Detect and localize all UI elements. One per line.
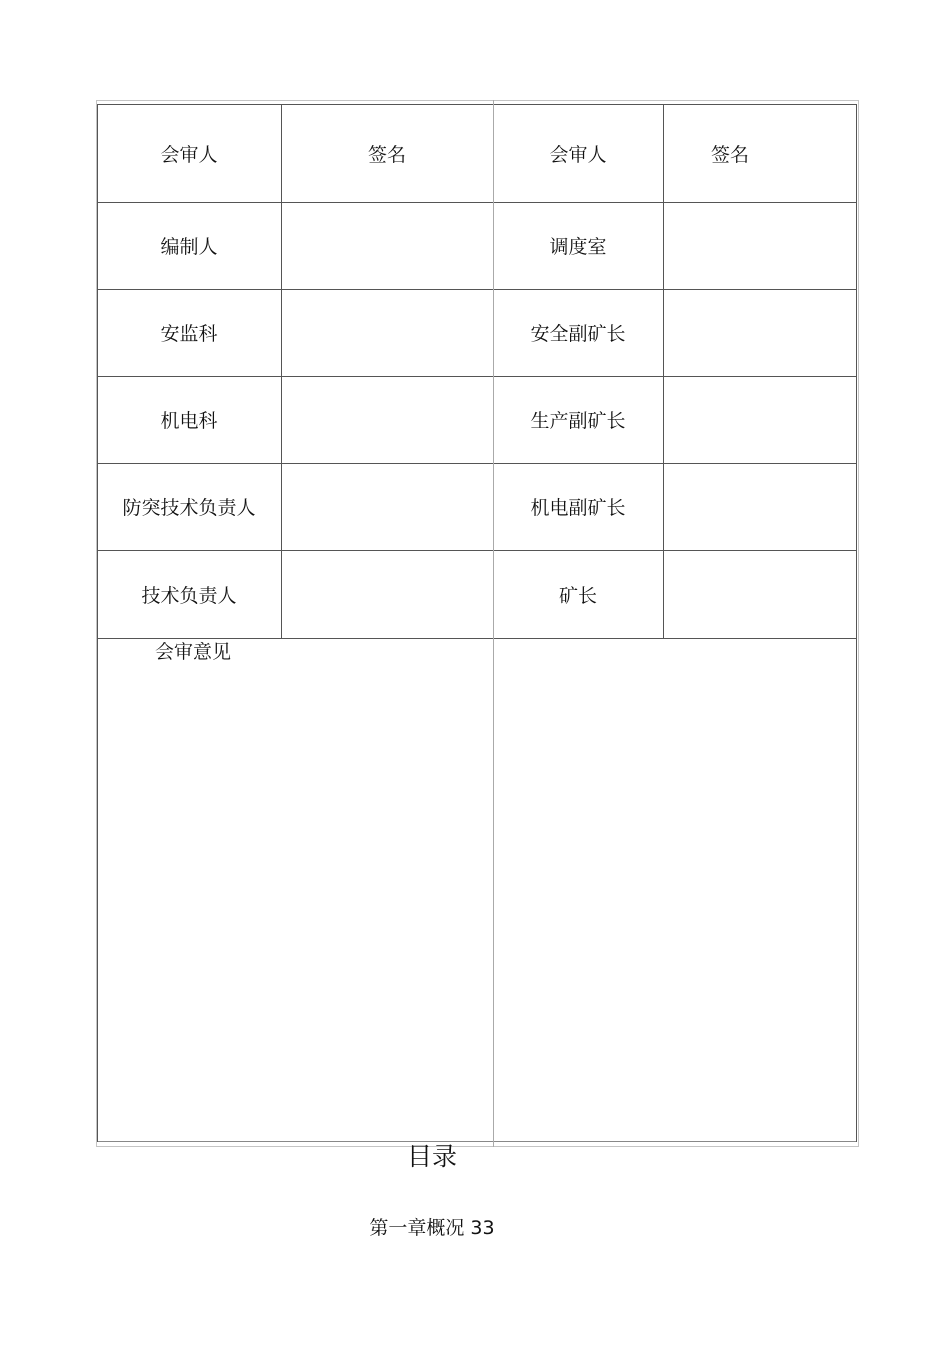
left-reviewer-role: 机电科 — [160, 410, 218, 432]
grid-line — [281, 104, 282, 638]
right-reviewer-role: 调度室 — [549, 236, 607, 258]
right-reviewer-role: 机电副矿长 — [530, 497, 626, 519]
grid-line — [97, 104, 857, 105]
grid-line — [97, 1141, 857, 1142]
grid-line — [97, 289, 857, 290]
right-reviewer-role: 安全副矿长 — [530, 323, 626, 345]
grid-line — [97, 104, 98, 1142]
toc-title: 目录 — [406, 1142, 458, 1171]
toc-entry: 第一章概况 33 — [369, 1217, 495, 1239]
grid-line — [493, 100, 494, 1147]
left-reviewer-role: 编制人 — [160, 236, 218, 258]
left-reviewer-role: 防突技术负责人 — [122, 497, 256, 519]
grid-line — [97, 638, 857, 639]
right-reviewer-role: 矿长 — [558, 585, 598, 607]
left-signature-header: 签名 — [367, 144, 407, 166]
grid-line — [856, 104, 857, 1142]
grid-line — [97, 202, 857, 203]
review-opinion-label: 会审意见 — [155, 641, 232, 663]
right-signature-header: 签名 — [710, 144, 750, 166]
grid-line — [97, 463, 857, 464]
left-reviewer-role: 技术负责人 — [141, 585, 237, 607]
grid-line — [663, 104, 664, 638]
grid-line — [97, 550, 857, 551]
left-reviewer-header: 会审人 — [160, 144, 218, 166]
right-reviewer-role: 生产副矿长 — [530, 410, 626, 432]
grid-line — [97, 376, 857, 377]
left-reviewer-role: 安监科 — [160, 323, 218, 345]
right-reviewer-header: 会审人 — [549, 144, 607, 166]
